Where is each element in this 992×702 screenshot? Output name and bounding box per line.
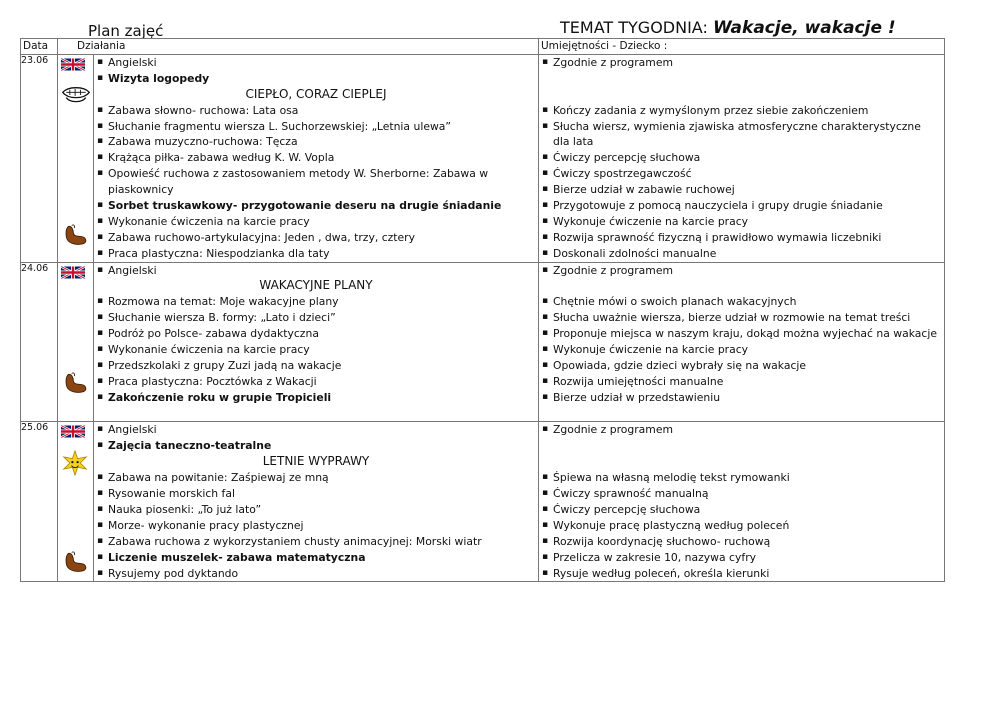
list-item: ▪ Rozwija sprawność fizyczną i prawidłowo wymawia liczebniki — [539, 230, 944, 246]
list-item: ▪ Rozmowa na temat: Moje wakacyjne plany — [94, 294, 538, 310]
spacer — [539, 278, 944, 294]
speech-mouth-icon — [61, 85, 91, 109]
uk-flag-icon — [61, 424, 85, 443]
list-item: ▪ Wykonuje pracę plastyczną według poleceń — [539, 518, 944, 534]
list-item: ▪ Rysuje według poleceń, określa kierunki — [539, 566, 944, 582]
hand-icon — [63, 550, 89, 578]
list-item: ▪ Krążąca piłka- zabawa według K. W. Vopla — [94, 150, 538, 166]
list-item: ▪ Zabawa muzyczno-ruchowa: Tęcza — [94, 134, 538, 150]
list-item: ▪ Zakończenie roku w grupie Tropicieli — [94, 390, 538, 406]
spacer — [539, 406, 944, 422]
day-skills — [539, 55, 945, 263]
day-icons — [58, 262, 94, 422]
header-date: Data — [21, 39, 58, 55]
sun-star-icon — [62, 450, 88, 480]
week-topic-prefix: TEMAT TYGODNIA: — [560, 18, 713, 37]
day-skills — [539, 422, 945, 582]
day-activities — [94, 55, 539, 263]
list-item: ▪ Zabawa na powitanie: Zaśpiewaj ze mną — [94, 470, 538, 486]
section-heading: WAKACYJNE PLANY — [259, 278, 373, 293]
list-item: ▪ Przedszkolaki z grupy Zuzi jadą na wakacje — [94, 358, 538, 374]
list-item: ▪ Przelicza w zakresie 10, nazywa cyfry — [539, 550, 944, 566]
day-icons — [58, 422, 94, 582]
day-icons — [58, 55, 94, 263]
list-item: ▪ Zgodnie z programem — [539, 422, 944, 438]
list-item: ▪ Wykonanie ćwiczenia na karcie pracy — [94, 214, 538, 230]
table-header-row — [21, 39, 945, 55]
list-item: ▪ Słucha uważnie wiersza, bierze udział w rozmowie na temat treści — [539, 310, 944, 326]
section-heading: CIEPŁO, CORAZ CIEPLEJ — [245, 86, 387, 101]
spacer — [539, 71, 944, 87]
list-item: ▪ Angielski — [94, 263, 538, 279]
list-item: ▪ Rozwija umiejętności manualne — [539, 374, 944, 390]
day-activities — [94, 262, 539, 422]
list-item: ▪ Wykonuje ćwiczenie na karcie pracy — [539, 214, 944, 230]
list-item: ▪ Proponuje miejsca w naszym kraju, dokąd można wyjechać na wakacje — [539, 326, 944, 342]
list-item: ▪ Wykonanie ćwiczenia na karcie pracy — [94, 342, 538, 358]
day-row — [21, 262, 945, 422]
list-item: ▪ Zajęcia taneczno-teatralne — [94, 438, 538, 454]
spacer — [539, 87, 944, 103]
list-item: ▪ Opowieść ruchowa z zastosowaniem metody W. Sherborne: Zabawa w — [94, 166, 538, 182]
list-item: ▪ Podróż po Polsce- zabawa dydaktyczna — [94, 326, 538, 342]
list-item: ▪ Ćwiczy percepcję słuchowa — [539, 150, 944, 166]
day-activities — [94, 422, 539, 582]
list-item: ▪ Bierze udział w przedstawieniu — [539, 390, 944, 406]
list-item: ▪ Zgodnie z programem — [539, 55, 944, 71]
plan-title: Plan zajęć — [88, 22, 164, 40]
day-skills — [539, 262, 945, 422]
day-row — [21, 55, 945, 263]
list-item: ▪ Ćwiczy sprawność manualną — [539, 486, 944, 502]
list-item: ▪ Słuchanie fragmentu wiersza L. Suchorzewskiej: „Letnia ulewa” — [94, 119, 538, 135]
day-row — [21, 422, 945, 582]
day-date: 24.06 — [21, 262, 58, 422]
list-item: ▪ Bierze udział w zabawie ruchowej — [539, 182, 944, 198]
header-skills: Umiejętności - Dziecko : — [539, 39, 945, 55]
list-item: ▪ Śpiewa na własną melodię tekst rymowanki — [539, 470, 944, 486]
list-item: ▪ Ćwiczy spostrzegawczość — [539, 166, 944, 182]
week-topic: Wakacje, wakacje ! — [712, 18, 896, 38]
list-item: ▪ Nauka piosenki: „To już lato” — [94, 502, 538, 518]
list-item: ▪ Zabawa słowno- ruchowa: Lata osa — [94, 103, 538, 119]
list-item-continuation: dla lata — [553, 135, 594, 149]
list-item: ▪ Ćwiczy percepcję słuchowa — [539, 502, 944, 518]
hand-icon — [63, 371, 89, 399]
spacer — [539, 438, 944, 454]
list-item: ▪ Zabawa ruchowa z wykorzystaniem chusty animacyjnej: Morski wiatr — [94, 534, 538, 550]
list-item: ▪ Praca plastyczna: Pocztówka z Wakacji — [94, 374, 538, 390]
list-item: ▪ Rozwija koordynację słuchowo- ruchową — [539, 534, 944, 550]
weekly-plan-table — [20, 38, 945, 582]
list-item: ▪ Angielski — [94, 55, 538, 71]
list-item: ▪ Sorbet truskawkowy- przygotowanie deseru na drugie śniadanie — [94, 198, 538, 214]
list-item: ▪ Morze- wykonanie pracy plastycznej — [94, 518, 538, 534]
list-item: ▪ Wykonuje ćwiczenie na karcie pracy — [539, 342, 944, 358]
week-topic-heading — [560, 18, 896, 38]
list-item: ▪ Rysujemy pod dyktando — [94, 566, 538, 582]
spacer — [94, 406, 538, 422]
header-activities: Działania — [58, 39, 539, 55]
list-item: ▪ Wizyta logopedy — [94, 71, 538, 87]
spacer — [539, 454, 944, 470]
hand-icon — [63, 223, 89, 251]
list-item: ▪ Opowiada, gdzie dzieci wybrały się na wakacje — [539, 358, 944, 374]
list-item: ▪ Angielski — [94, 422, 538, 438]
list-item: ▪ Liczenie muszelek- zabawa matematyczna — [94, 550, 538, 566]
list-item: ▪ Doskonali zdolności manualne — [539, 246, 944, 262]
list-item: ▪ Zabawa ruchowo-artykulacyjna: Jeden , dwa, trzy, cztery — [94, 230, 538, 246]
list-item: ▪ Przygotowuje z pomocą nauczyciela i grupy drugie śniadanie — [539, 198, 944, 214]
uk-flag-icon — [61, 265, 85, 284]
list-item: ▪ Kończy zadania z wymyślonym przez siebie zakończeniem — [539, 103, 944, 119]
list-item: ▪ Rysowanie morskich fal — [94, 486, 538, 502]
list-item: ▪ Słuchanie wiersza B. formy: „Lato i dzieci” — [94, 310, 538, 326]
list-item: ▪ Praca plastyczna: Niespodzianka dla taty — [94, 246, 538, 262]
list-item: ▪ Zgodnie z programem — [539, 263, 944, 279]
section-heading: LETNIE WYPRAWY — [262, 454, 370, 469]
list-item: ▪ Słucha wiersz, wymienia zjawiska atmosferyczne charakterystyczne — [539, 119, 944, 135]
list-item-continuation: piaskownicy — [108, 183, 174, 197]
day-date: 25.06 — [21, 422, 58, 582]
day-date: 23.06 — [21, 55, 58, 263]
list-item: ▪ Chętnie mówi o swoich planach wakacyjnych — [539, 294, 944, 310]
uk-flag-icon — [61, 57, 85, 76]
